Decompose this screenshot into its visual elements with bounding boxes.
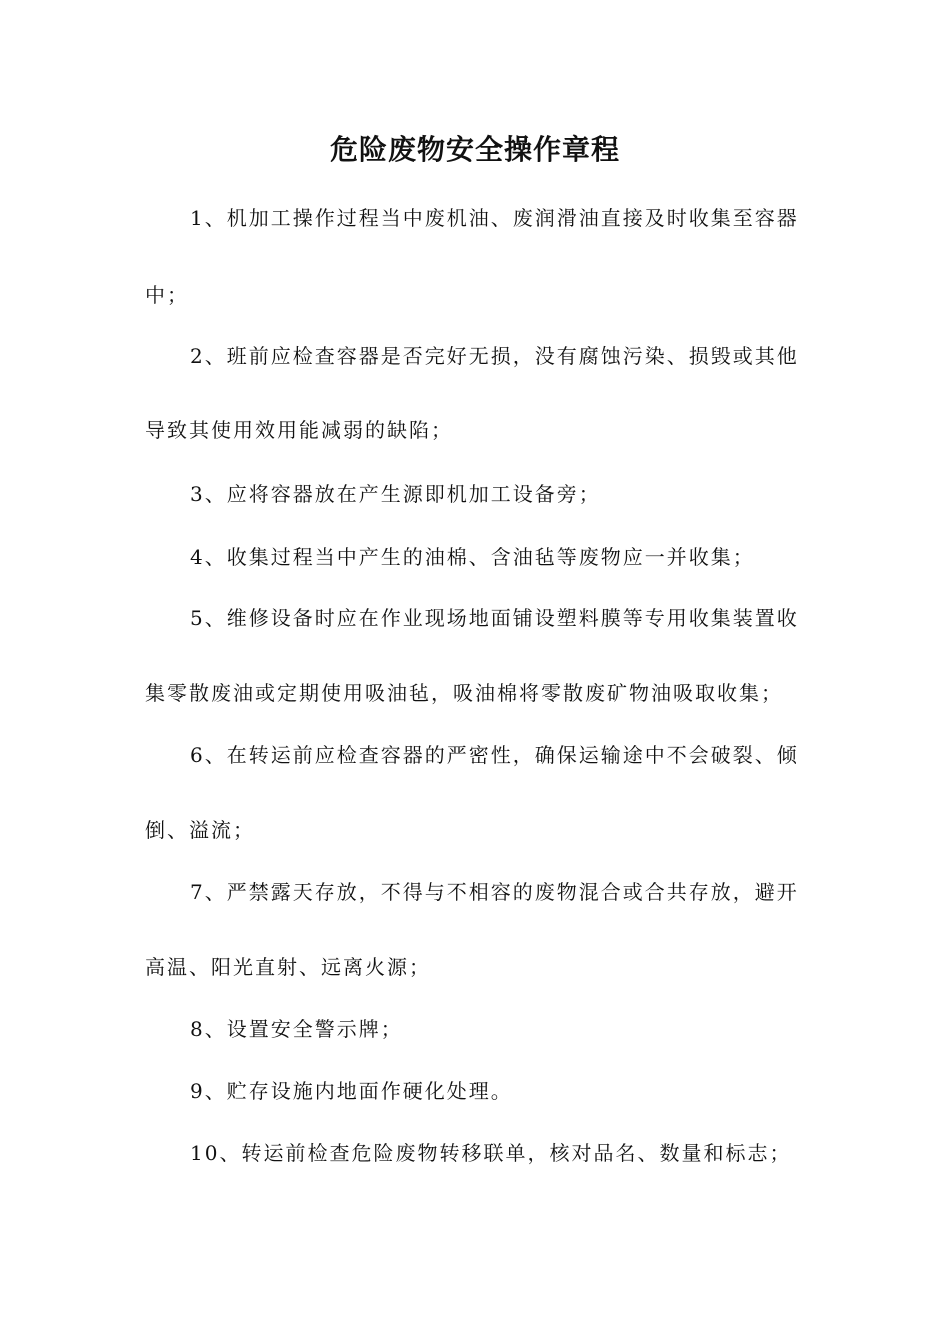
item-7-line-2: 高温、阳光直射、远离火源； bbox=[145, 955, 431, 979]
item-7-line-1: 7、严禁露天存放，不得与不相容的废物混合或合共存放，避开 bbox=[190, 880, 799, 904]
document-title: 危险废物安全操作章程 bbox=[329, 133, 620, 166]
item-6-line-2: 倒、溢流； bbox=[145, 818, 255, 842]
item-8-line: 8、设置安全警示牌； bbox=[190, 1017, 403, 1041]
item-4-line: 4、收集过程当中产生的油棉、含油毡等废物应一并收集； bbox=[190, 545, 755, 569]
item-3-line: 3、应将容器放在产生源即机加工设备旁； bbox=[190, 482, 601, 506]
item-9-line: 9、贮存设施内地面作硬化处理。 bbox=[190, 1079, 513, 1103]
item-2-line-2: 导致其使用效用能减弱的缺陷； bbox=[145, 418, 453, 442]
item-5-line-2: 集零散废油或定期使用吸油毡，吸油棉将零散废矿物油吸取收集； bbox=[145, 681, 783, 705]
item-2-line-1: 2、班前应检查容器是否完好无损，没有腐蚀污染、损毁或其他 bbox=[190, 344, 799, 368]
item-5-line-1: 5、维修设备时应在作业现场地面铺设塑料膜等专用收集装置收 bbox=[190, 606, 799, 630]
item-1-line-2: 中； bbox=[145, 283, 189, 307]
item-1-line-1: 1、机加工操作过程当中废机油、废润滑油直接及时收集至容器 bbox=[190, 206, 799, 230]
item-10-line: 10、转运前检查危险废物转移联单，核对品名、数量和标志； bbox=[190, 1141, 792, 1165]
item-6-line-1: 6、在转运前应检查容器的严密性，确保运输途中不会破裂、倾 bbox=[190, 743, 799, 767]
